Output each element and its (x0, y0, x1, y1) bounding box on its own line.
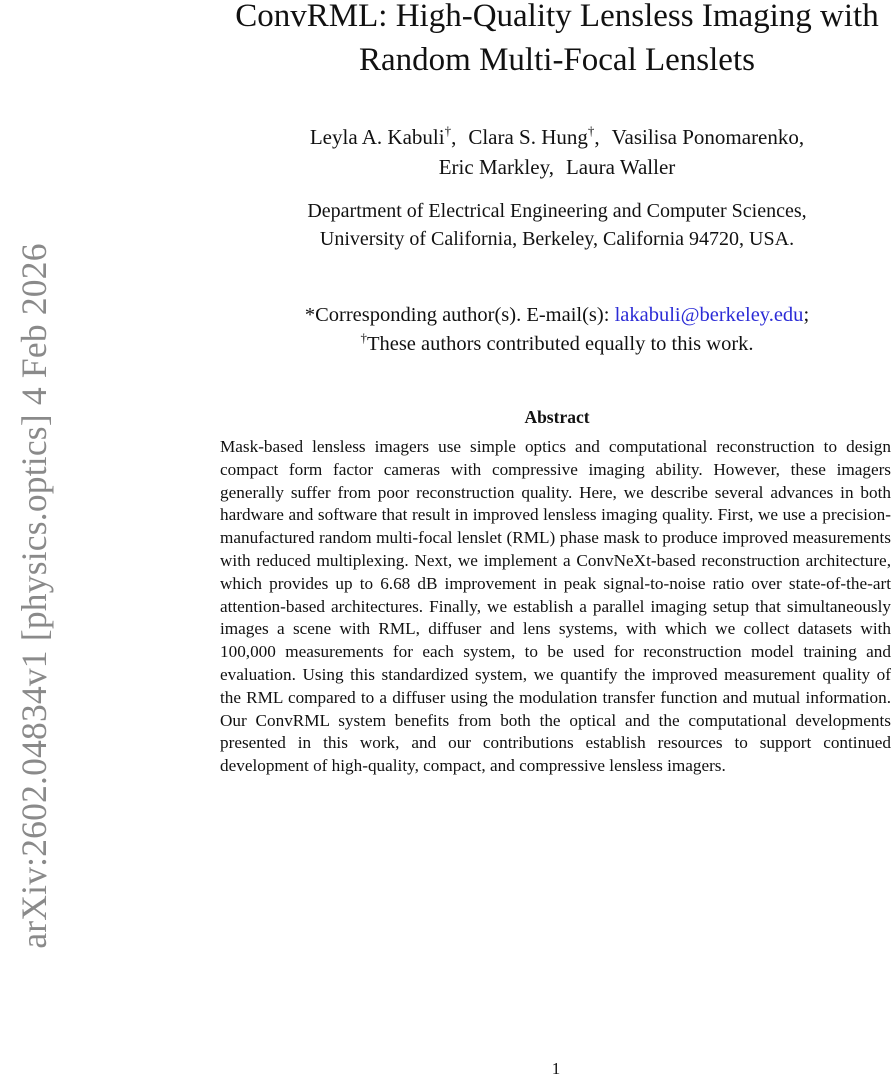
affiliation (220, 197, 894, 253)
equal-contribution-mark: † (444, 123, 452, 138)
equal-contribution-note (220, 330, 894, 359)
author-line-1 (220, 122, 894, 152)
author-name: Eric Markley (438, 155, 549, 179)
correspondence-suffix: ; (803, 304, 810, 326)
author-line-2 (220, 152, 894, 182)
author-2 (468, 125, 599, 149)
equal-contribution-text: These authors contributed equally to this work. (366, 333, 754, 355)
arxiv-identifier-stamp: arXiv:2602.04834v1 [physics.optics] 4 Feb 2026 (14, 243, 54, 949)
author-3 (612, 125, 804, 149)
author-5 (566, 155, 675, 179)
abstract-heading: Abstract (524, 407, 590, 427)
author-separator: , (594, 125, 600, 149)
abstract-body: Mask-based lensless imagers use simple optics and computational reconstruction to design compact form factor cameras with compressive imaging ability. However, these imagers generally suffer from poor reconstruction quality. Here, we describe several advances in both hardware and software that result in improved lensless imaging quality. First, we use a precision-manufactured random multi-focal lenslet (RML) phase mask to produce improved measurements with reduced multiplexing. Next, we implement a ConvNeXt-based reconstruction architecture, which provides up to 6.68 dB improvement in peak signal-to-noise ratio over state-of-the-art attention-based architectures. Finally, we establish a parallel imaging setup that simultaneously images a scene with RML, diffuser and lens systems, with which we collect datasets with 100,000 measurements for each system, to be used for reconstruction model training and evaluation. Using this standardized system, we quantify the improved measurement quality of the RML compared to a diffuser using the modulation transfer function and mutual information. Our ConvRML system benefits from both the optical and the computational developments presented in this work, and our contributions establish resources to support continued development of high-quality, compact, and compressive lensless imagers. (220, 437, 891, 776)
author-name: Laura Waller (565, 155, 676, 179)
page-number: 1 (551, 1059, 561, 1078)
author-4 (439, 155, 554, 179)
correspondence-block (220, 301, 894, 359)
author-separator: , (451, 125, 457, 149)
equal-contribution-mark: † (360, 330, 367, 345)
paper-title-line-2: Random Multi-Focal Lenslets (359, 42, 755, 78)
paper-title (205, 0, 894, 82)
author-1 (310, 125, 456, 149)
author-separator: , (548, 155, 554, 179)
affiliation-line-2: University of California, Berkeley, California 94720, USA. (319, 228, 795, 250)
correspondence-line (220, 301, 894, 330)
author-separator: , (798, 125, 805, 149)
paper-title-line-1: ConvRML: High-Quality Lensless Imaging with (235, 0, 879, 34)
author-name: Clara S. Hung (468, 125, 588, 149)
author-list (220, 122, 894, 182)
author-name: Leyla A. Kabuli (309, 125, 445, 149)
equal-contribution-mark: † (587, 123, 595, 138)
affiliation-line-1: Department of Electrical Engineering and Computer Sciences, (307, 200, 807, 222)
email-link[interactable]: lakabuli@berkeley.edu (614, 304, 804, 326)
correspondence-prefix: *Corresponding author(s). E-mail(s): (304, 304, 615, 326)
author-name: Vasilisa Ponomarenko (611, 125, 799, 149)
